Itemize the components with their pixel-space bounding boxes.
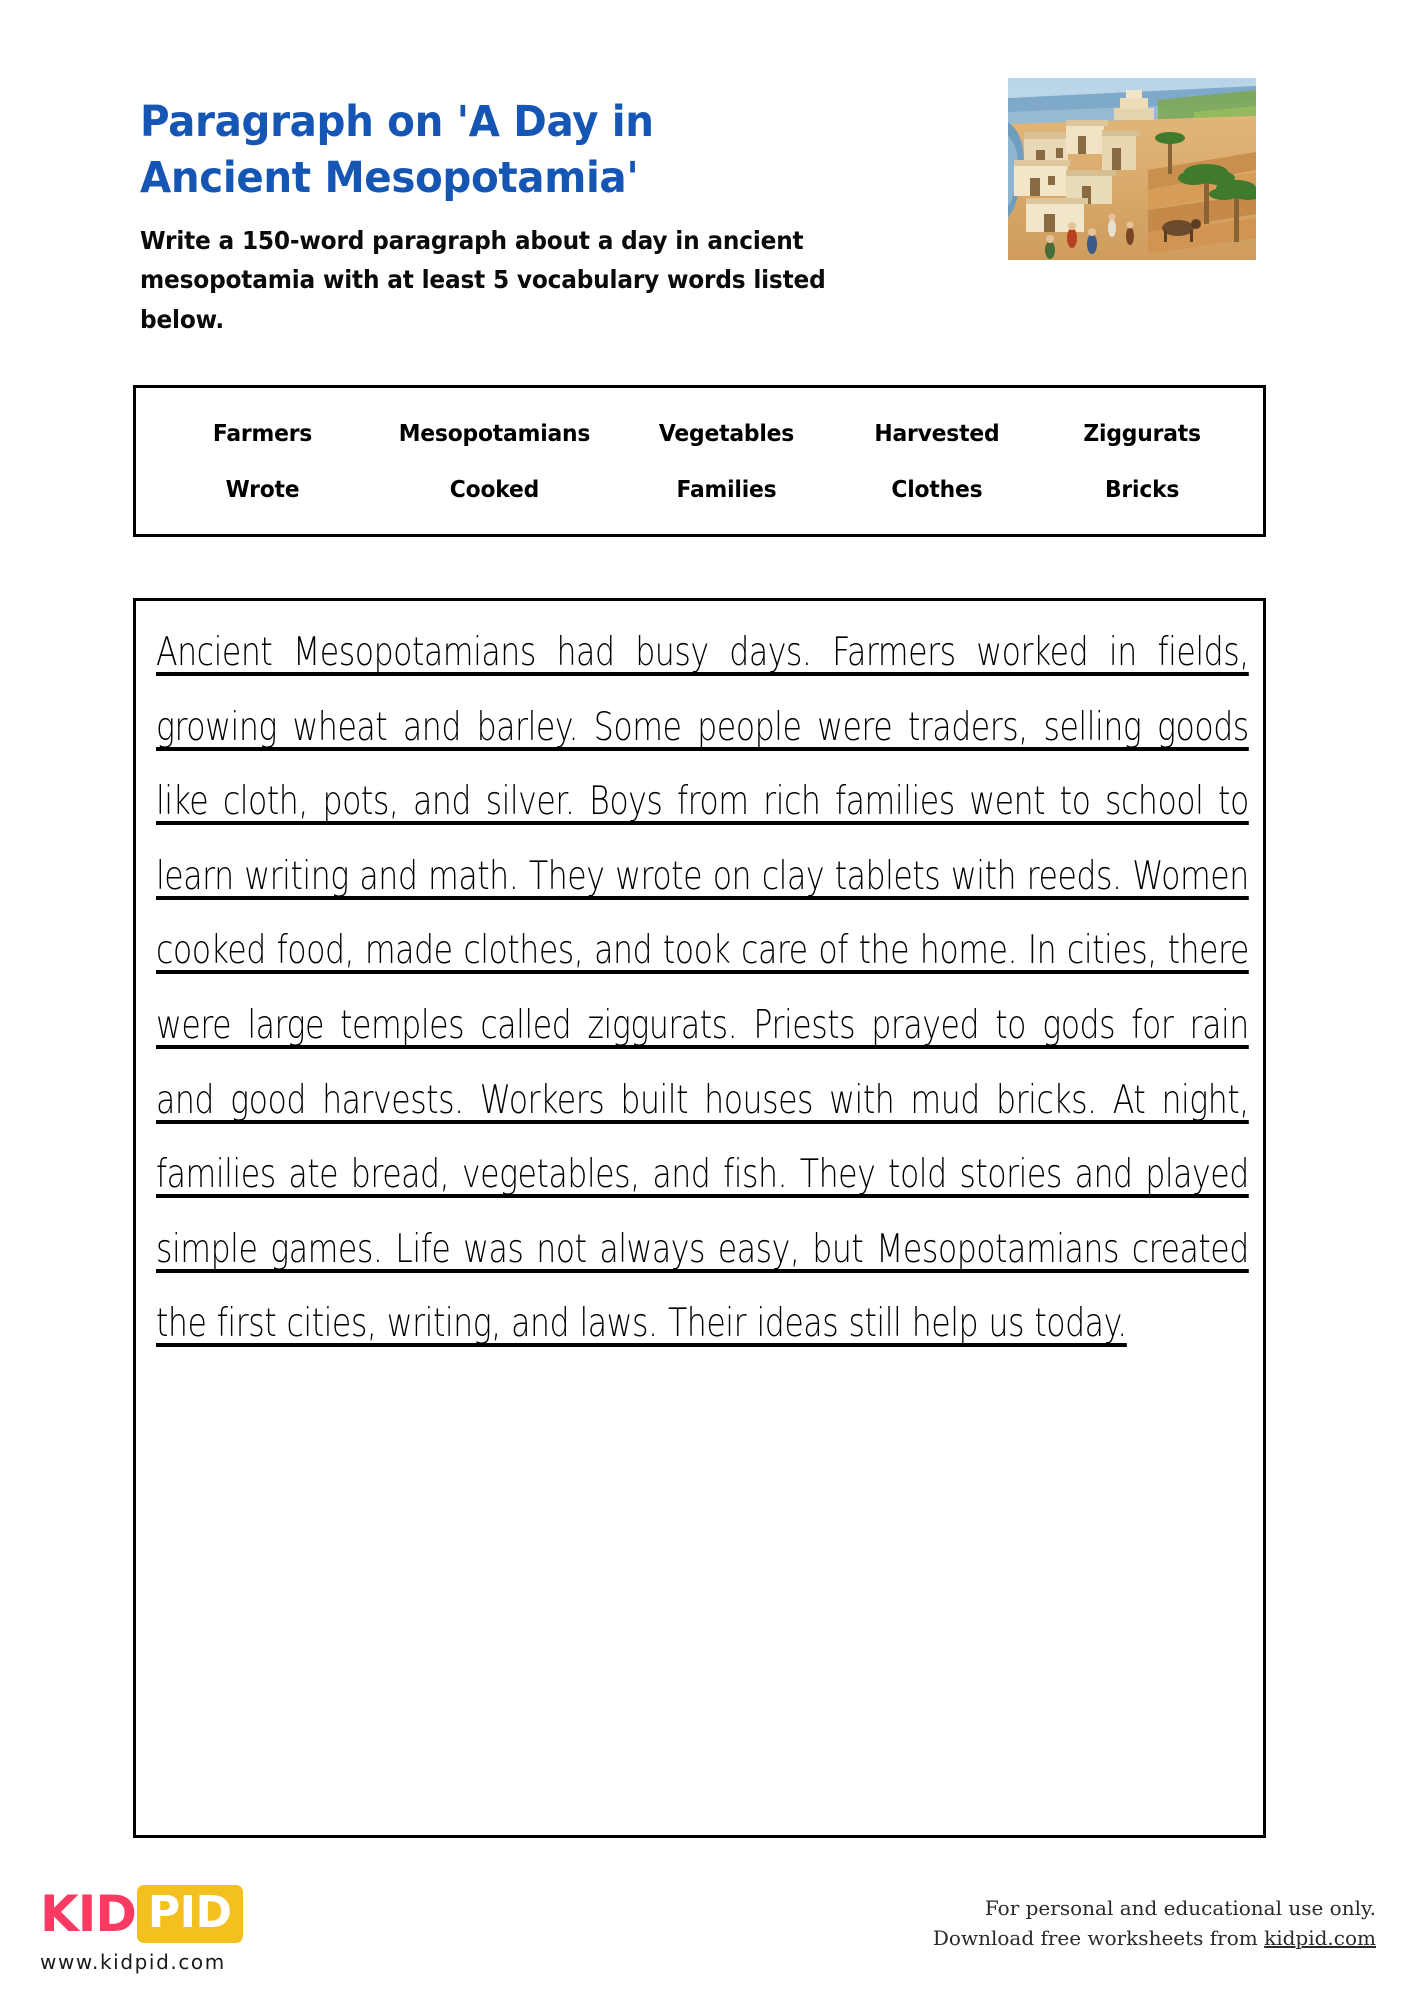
vocabulary-row-2 (160, 462, 1239, 518)
vocab-word: Mesopotamians (398, 421, 591, 447)
logo-kid-text: KID (40, 1885, 136, 1943)
brand-logo (40, 1885, 460, 1974)
website-url: www.kidpid.com (40, 1950, 226, 1974)
illustration-svg (1008, 78, 1256, 260)
vocab-word: Clothes (891, 477, 983, 503)
vocab-word: Bricks (1104, 477, 1179, 503)
kidpid-link[interactable]: kidpid.com (1264, 1926, 1376, 1951)
vocab-word: Ziggurats (1083, 421, 1201, 447)
vocab-word: Wrote (225, 477, 300, 503)
footer-note (933, 1893, 1376, 1954)
vocab-word: Families (676, 477, 777, 503)
vocab-word: Cooked (449, 477, 540, 503)
vocab-word: Farmers (212, 421, 313, 447)
vocabulary-row-1 (160, 406, 1239, 462)
instruction-text: Write a 150-word paragraph about a day in ancient mesopotamia with at least 5 vocabulary words listed below. (140, 225, 826, 334)
logo-pid-badge: PID (137, 1885, 243, 1943)
usage-notice: For personal and educational use only. (984, 1896, 1376, 1920)
download-notice-prefix: Download free worksheets from (932, 1926, 1265, 1951)
logo-wordmark (40, 1885, 460, 1943)
answer-area[interactable] (133, 598, 1266, 1838)
vocabulary-box (133, 385, 1266, 537)
page-title: Paragraph on 'A Day in Ancient Mesopotamia' (140, 97, 654, 203)
answer-paragraph-text[interactable]: Ancient Mesopotamians had busy days. Farmers worked in fields, growing wheat and barley. Some people were traders, selling goods like cloth, pots, and silver. Boys from rich families went to school to learn writing and math. They wrote on clay tablets with reeds. Women cooked food, made clothes, and took care of the home. In cities, there were large temples called ziggurats. Priests prayed to gods for rain and good harvests. Workers built houses with mud bricks. At night, families ate bread, vegetables, and fish. They told stories and played simple games. Life was not always easy, but Mesopotamians created the first cities, writing, and laws. Their ideas still help us today. (156, 629, 1249, 1347)
vocab-word: Harvested (874, 421, 1000, 447)
mesopotamia-illustration (1008, 78, 1256, 260)
vocab-word: Vegetables (658, 421, 795, 447)
download-notice (933, 1923, 1376, 1953)
